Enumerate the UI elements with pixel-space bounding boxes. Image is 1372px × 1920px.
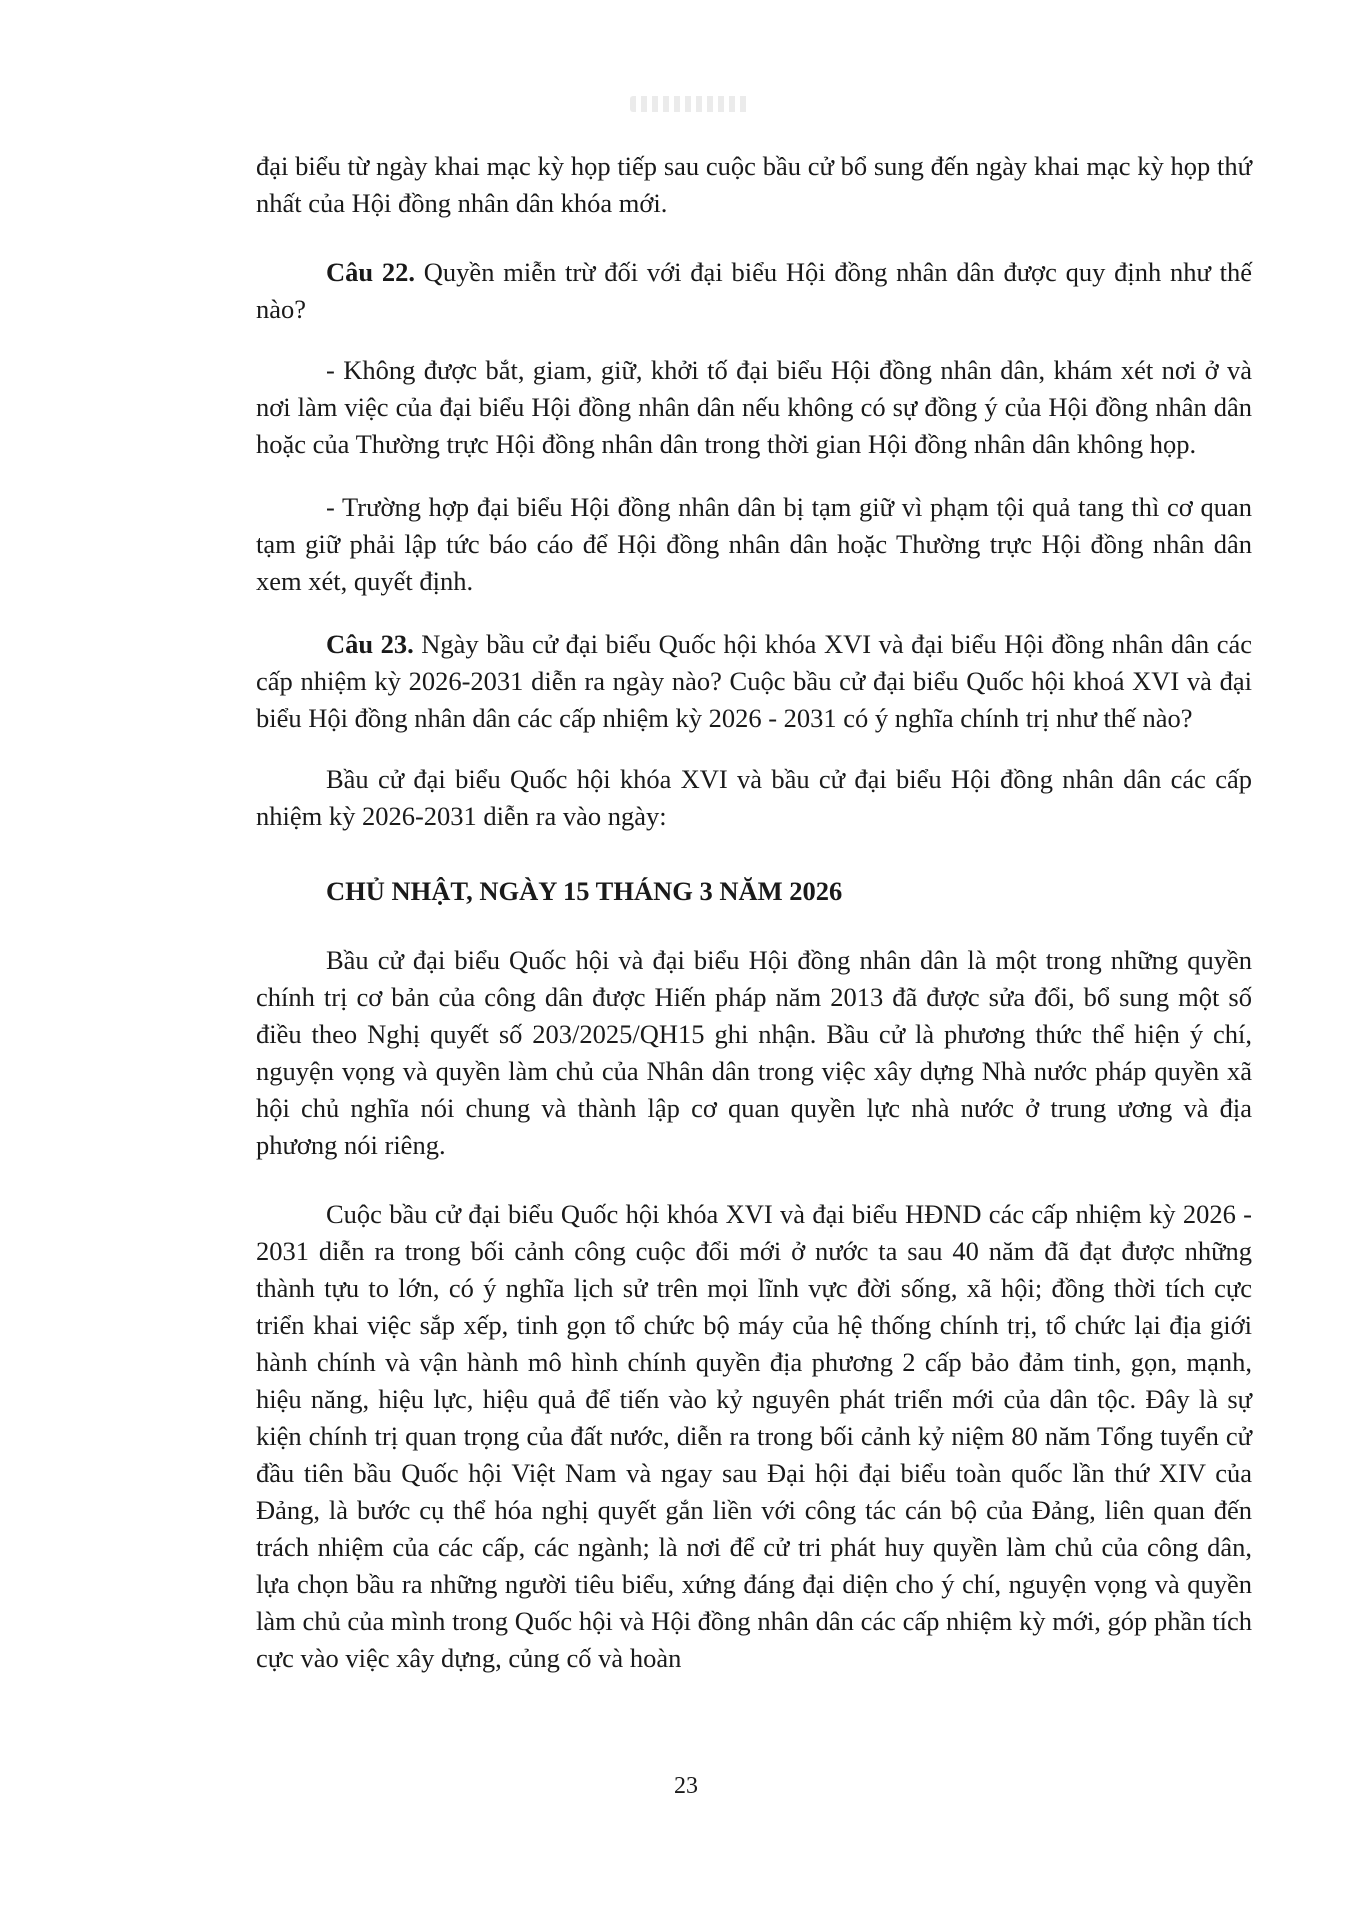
intro-paragraph: đại biểu từ ngày khai mạc kỳ họp tiếp sau cuộc bầu cử bổ sung đến ngày khai mạc kỳ họp thứ nhất của Hội đồng nhân dân khóa mới. [256,151,1252,218]
significance-paragraph: Cuộc bầu cử đại biểu Quốc hội khóa XVI và đại biểu HĐND các cấp nhiệm kỳ 2026 - 2031 diễn ra trong bối cảnh công cuộc đổi mới ở nước ta sau 40 năm đã đạt được những thành tựu to lớn, có ý nghĩa lịch sử trên mọi lĩnh vực đời sống, xã hội; đồng thời tích cực triển khai việc sắp xếp, tinh gọn tổ chức bộ máy của hệ thống chính trị, tổ chức lại địa giới hành chính và vận hành mô hình chính quyền địa phương 2 cấp bảo đảm tinh, gọn, mạnh, hiệu năng, hiệu lực, hiệu quả để tiến vào kỷ nguyên phát triển mới của dân tộc. Đây là sự kiện chính trị quan trọng của đất nước, diễn ra trong bối cảnh kỷ niệm 80 năm Tổng tuyển cử đầu tiên bầu Quốc hội Việt Nam và ngay sau Đại hội đại biểu toàn quốc lần thứ XIV của Đảng, là bước cụ thể hóa nghị quyết gắn liền với công tác cán bộ của Đảng, liên quan đến trách nhiệm của các cấp, các ngành; là nơi để cử tri phát huy quyền làm chủ của công dân, lựa chọn bầu ra những người tiêu biểu, xứng đáng đại diện cho ý chí, nguyện vọng và quyền làm chủ của mình trong Quốc hội và Hội đồng nhân dân các cấp nhiệm kỳ mới, góp phần tích cực vào việc xây dựng, củng cố và hoàn [256,1199,1252,1673]
question-22 [256,254,1252,328]
question-22-point-2: - Trường hợp đại biểu Hội đồng nhân dân bị tạm giữ vì phạm tội quả tang thì cơ quan tạm giữ phải lập tức báo cáo để Hội đồng nhân dân hoặc Thường trực Hội đồng nhân dân xem xét, quyết định. [256,492,1252,596]
question-23-label: Câu 23. [326,629,414,659]
election-date-heading: CHỦ NHẬT, NGÀY 15 THÁNG 3 NĂM 2026 [326,876,843,906]
document-page [256,148,1252,1677]
page-number: 23 [674,1773,698,1799]
question-23-text: Ngày bầu cử đại biểu Quốc hội khóa XVI và đại biểu Hội đồng nhân dân các cấp nhiệm kỳ 2026-2031 diễn ra ngày nào? Cuộc bầu cử đại biểu Quốc hội khoá XVI và đại biểu Hội đồng nhân dân các cấp nhiệm kỳ 2026 - 2031 có ý nghĩa chính trị như thế nào? [256,629,1252,733]
question-23 [256,626,1252,737]
question-23-answer-intro: Bầu cử đại biểu Quốc hội khóa XVI và bầu cử đại biểu Hội đồng nhân dân các cấp nhiệm kỳ 2026-2031 diễn ra vào ngày: [256,764,1252,831]
question-22-text: Quyền miễn trừ đối với đại biểu Hội đồng nhân dân được quy định như thế nào? [256,257,1252,324]
question-22-point-1: - Không được bắt, giam, giữ, khởi tố đại biểu Hội đồng nhân dân, khám xét nơi ở và nơi làm việc của đại biểu Hội đồng nhân dân nếu không có sự đồng ý của Hội đồng nhân dân hoặc của Thường trực Hội đồng nhân dân trong thời gian Hội đồng nhân dân không họp. [256,355,1252,459]
scan-artifact [630,96,750,112]
rights-paragraph: Bầu cử đại biểu Quốc hội và đại biểu Hội đồng nhân dân là một trong những quyền chính trị cơ bản của công dân được Hiến pháp năm 2013 đã được sửa đổi, bổ sung một số điều theo Nghị quyết số 203/2025/QH15 ghi nhận. Bầu cử là phương thức thể hiện ý chí, nguyện vọng và quyền làm chủ của Nhân dân trong việc xây dựng Nhà nước pháp quyền xã hội chủ nghĩa nói chung và thành lập cơ quan quyền lực nhà nước ở trung ương và địa phương nói riêng. [256,945,1252,1160]
question-22-label: Câu 22. [326,257,416,287]
